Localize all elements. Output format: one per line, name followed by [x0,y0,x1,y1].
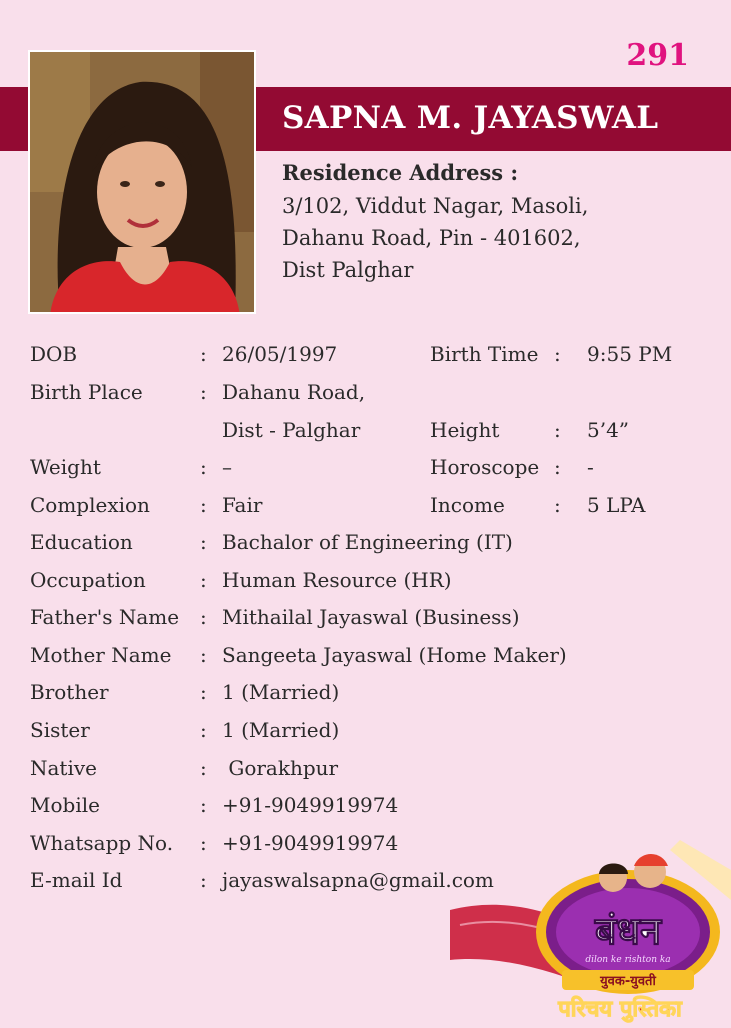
detail-value-birth-place-line-2: Dist - Palghar [222,418,361,442]
profile-photo-illustration [30,52,256,314]
svg-text:परिचय पुस्तिका: परिचय पुस्तिका [558,997,682,1022]
detail-colon: : [200,680,207,704]
detail-value-education: Bachalor of Engineering (IT) [222,530,513,554]
detail-value-dob: 26/05/1997 [222,342,338,366]
profile-photo [28,50,256,314]
detail-colon: : [554,342,561,366]
detail-label-birth-time: Birth Time [430,342,539,366]
detail-label-occupation: Occupation [30,568,146,592]
svg-text:dilon ke rishton ka: dilon ke rishton ka [585,955,671,965]
detail-label-email: E-mail Id [30,868,123,892]
address-line-2: Dahanu Road, Pin - 401602, [282,226,581,250]
bandhan-logo [450,840,731,1024]
detail-colon: : [200,643,207,667]
detail-colon: : [200,831,207,855]
detail-value-mobile: +91-9049919974 [222,793,399,817]
detail-value-fathers-name: Mithailal Jayaswal (Business) [222,605,520,629]
page-number: 291 [626,38,689,73]
detail-value-mother-name: Sangeeta Jayaswal (Home Maker) [222,643,567,667]
detail-label-brother: Brother [30,680,109,704]
address-heading: Residence Address : [282,160,519,185]
detail-value-height: 5’4” [587,418,630,442]
address-line-3: Dist Palghar [282,258,414,282]
svg-text:बंधन: बंधन [594,909,662,953]
detail-label-height: Height [430,418,500,442]
detail-value-birth-place: Dahanu Road, [222,380,366,404]
detail-value-complexion: Fair [222,493,263,517]
detail-colon: : [554,418,561,442]
detail-value-occupation: Human Resource (HR) [222,568,452,592]
detail-value-email: jayaswalsapna@gmail.com [222,868,494,892]
detail-label-weight: Weight [30,455,101,479]
detail-colon: : [554,493,561,517]
detail-value-birth-time: 9:55 PM [587,342,673,366]
detail-value-income: 5 LPA [587,493,646,517]
detail-label-birth-place: Birth Place [30,380,143,404]
detail-label-whatsapp: Whatsapp No. [30,831,174,855]
detail-colon: : [200,493,207,517]
detail-value-horoscope: - [587,455,594,479]
detail-label-complexion: Complexion [30,493,150,517]
detail-colon: : [200,605,207,629]
detail-colon: : [200,342,207,366]
detail-value-brother: 1 (Married) [222,680,340,704]
detail-label-mobile: Mobile [30,793,100,817]
detail-colon: : [200,718,207,742]
detail-label-mother-name: Mother Name [30,643,172,667]
detail-colon: : [200,868,207,892]
detail-label-education: Education [30,530,133,554]
detail-colon: : [200,756,207,780]
svg-text:युवक-युवती: युवक-युवती [600,974,656,989]
detail-value-native: Gorakhpur [222,756,339,780]
detail-colon: : [200,568,207,592]
detail-colon: : [554,455,561,479]
detail-value-whatsapp: +91-9049919974 [222,831,399,855]
detail-colon: : [200,530,207,554]
detail-value-sister: 1 (Married) [222,718,340,742]
detail-label-native: Native [30,756,97,780]
detail-colon: : [200,455,207,479]
detail-colon: : [200,380,207,404]
detail-label-sister: Sister [30,718,90,742]
detail-label-horoscope: Horoscope [430,455,540,479]
detail-label-income: Income [430,493,505,517]
detail-colon: : [200,793,207,817]
profile-name: SAPNA M. JAYASWAL [282,100,659,136]
detail-label-fathers-name: Father's Name [30,605,180,629]
bandhan-logo-graphic [450,840,731,1024]
detail-value-weight: – [222,455,232,479]
detail-label-dob: DOB [30,342,78,366]
address-line-1: 3/102, Viddut Nagar, Masoli, [282,194,589,218]
